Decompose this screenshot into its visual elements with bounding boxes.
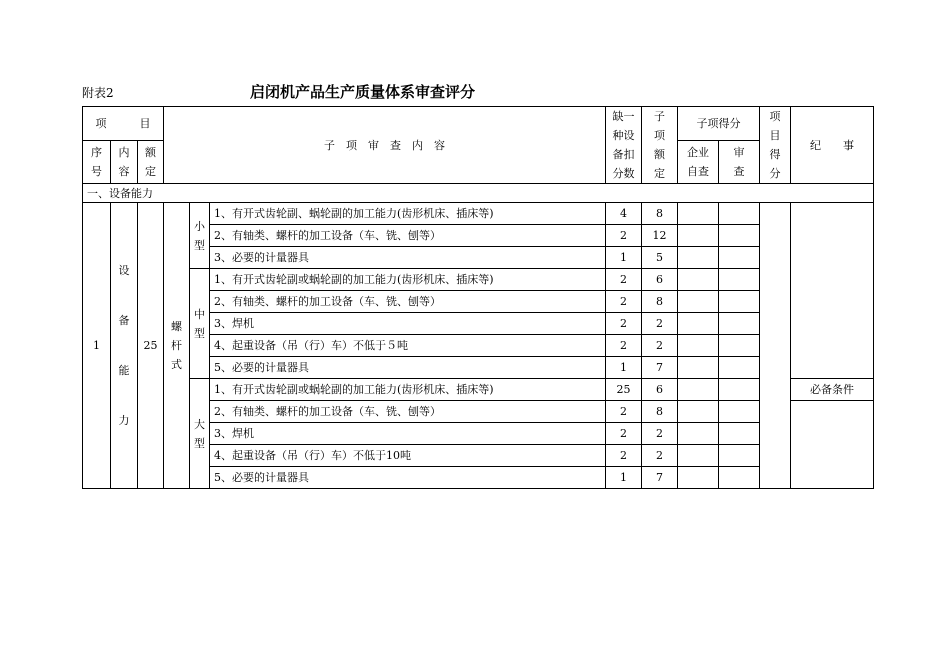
row-audit [719, 291, 760, 313]
row-deduct: 2 [606, 401, 642, 423]
appendix-label: 附表2 [82, 86, 114, 100]
row-self-check [678, 247, 719, 269]
row-text: 2、有轴类、螺杆的加工设备（车、铣、刨等） [210, 291, 606, 313]
row-text: 1、有开式齿轮副或蜗轮副的加工能力(齿形机床、插床等) [210, 379, 606, 401]
item-score-cell [760, 203, 791, 489]
row-text: 4、起重设备（吊（行）车）不低于10吨 [210, 445, 606, 467]
table-row [83, 203, 874, 225]
row-text: 2、有轴类、螺杆的加工设备（车、铣、刨等） [210, 225, 606, 247]
group-content: 设备能力 [111, 203, 138, 489]
row-audit [719, 445, 760, 467]
row-deduct: 2 [606, 335, 642, 357]
row-self-check [678, 313, 719, 335]
row-audit [719, 269, 760, 291]
row-sub-quota: 8 [642, 291, 678, 313]
row-self-check [678, 335, 719, 357]
header-audit: 审查 [719, 140, 760, 183]
row-audit [719, 467, 760, 489]
row-deduct: 25 [606, 379, 642, 401]
header-item-score: 项目得分 [760, 107, 791, 184]
row-sub-quota: 5 [642, 247, 678, 269]
row-self-check [678, 269, 719, 291]
row-audit [719, 247, 760, 269]
row-deduct: 1 [606, 357, 642, 379]
row-self-check [678, 467, 719, 489]
header-sub-score: 子项得分 [678, 107, 760, 141]
row-audit [719, 401, 760, 423]
page-title: 启闭机产品生产质量体系审查评分 [250, 83, 476, 101]
row-deduct: 2 [606, 269, 642, 291]
row-deduct: 2 [606, 313, 642, 335]
row-text: 2、有轴类、螺杆的加工设备（车、铣、刨等） [210, 401, 606, 423]
row-text: 4、起重设备（吊（行）车）不低于５吨 [210, 335, 606, 357]
header-sub-quota: 子项额定 [642, 107, 678, 184]
row-sub-quota: 7 [642, 467, 678, 489]
table-row [83, 269, 874, 291]
row-self-check [678, 291, 719, 313]
row-deduct: 2 [606, 423, 642, 445]
group-quota: 25 [138, 203, 164, 489]
row-sub-quota: 2 [642, 313, 678, 335]
header-seq: 序号 [83, 140, 111, 183]
header-quota: 额定 [138, 140, 164, 183]
row-sub-quota: 8 [642, 401, 678, 423]
row-text: 5、必要的计量器具 [210, 467, 606, 489]
row-audit [719, 313, 760, 335]
review-score-table [82, 106, 874, 489]
row-audit [719, 379, 760, 401]
row-audit [719, 423, 760, 445]
notes-cell [791, 203, 874, 379]
row-sub-quota: 2 [642, 423, 678, 445]
header-item: 项 目 [83, 107, 164, 141]
row-sub-quota: 6 [642, 379, 678, 401]
row-deduct: 1 [606, 467, 642, 489]
row-self-check [678, 203, 719, 225]
row-self-check [678, 379, 719, 401]
notes-cell [791, 401, 874, 489]
row-text: 3、焊机 [210, 313, 606, 335]
row-deduct: 2 [606, 225, 642, 247]
row-sub-quota: 12 [642, 225, 678, 247]
row-self-check [678, 423, 719, 445]
header-deduct: 缺一种设备扣分数 [606, 107, 642, 184]
row-text: 3、必要的计量器具 [210, 247, 606, 269]
row-text: 3、焊机 [210, 423, 606, 445]
row-sub-quota: 8 [642, 203, 678, 225]
row-self-check [678, 445, 719, 467]
group-seq: 1 [83, 203, 111, 489]
row-deduct: 4 [606, 203, 642, 225]
row-sub-quota: 2 [642, 445, 678, 467]
row-deduct: 2 [606, 445, 642, 467]
row-self-check [678, 357, 719, 379]
header-sub-content: 子 项 审 查 内 容 [164, 107, 606, 184]
row-text: 1、有开式齿轮副或蜗轮副的加工能力(齿形机床、插床等) [210, 269, 606, 291]
section-equipment-capacity: 一、设备能力 [83, 184, 874, 203]
row-audit [719, 357, 760, 379]
size-large: 大型 [190, 379, 210, 489]
size-medium: 中型 [190, 269, 210, 379]
row-text: 5、必要的计量器具 [210, 357, 606, 379]
row-self-check [678, 225, 719, 247]
note-required: 必备条件 [791, 379, 874, 401]
row-deduct: 1 [606, 247, 642, 269]
header-content: 内容 [111, 140, 138, 183]
header-notes: 纪 事 [791, 107, 874, 184]
row-self-check [678, 401, 719, 423]
row-sub-quota: 2 [642, 335, 678, 357]
size-small: 小型 [190, 203, 210, 269]
row-sub-quota: 6 [642, 269, 678, 291]
table-row [83, 379, 874, 401]
row-text: 1、有开式齿轮副、蜗轮副的加工能力(齿形机床、插床等) [210, 203, 606, 225]
row-deduct: 2 [606, 291, 642, 313]
row-audit [719, 335, 760, 357]
header-self-check: 企业自查 [678, 140, 719, 183]
group-type: 螺杆式 [164, 203, 190, 489]
row-audit [719, 203, 760, 225]
row-sub-quota: 7 [642, 357, 678, 379]
row-audit [719, 225, 760, 247]
